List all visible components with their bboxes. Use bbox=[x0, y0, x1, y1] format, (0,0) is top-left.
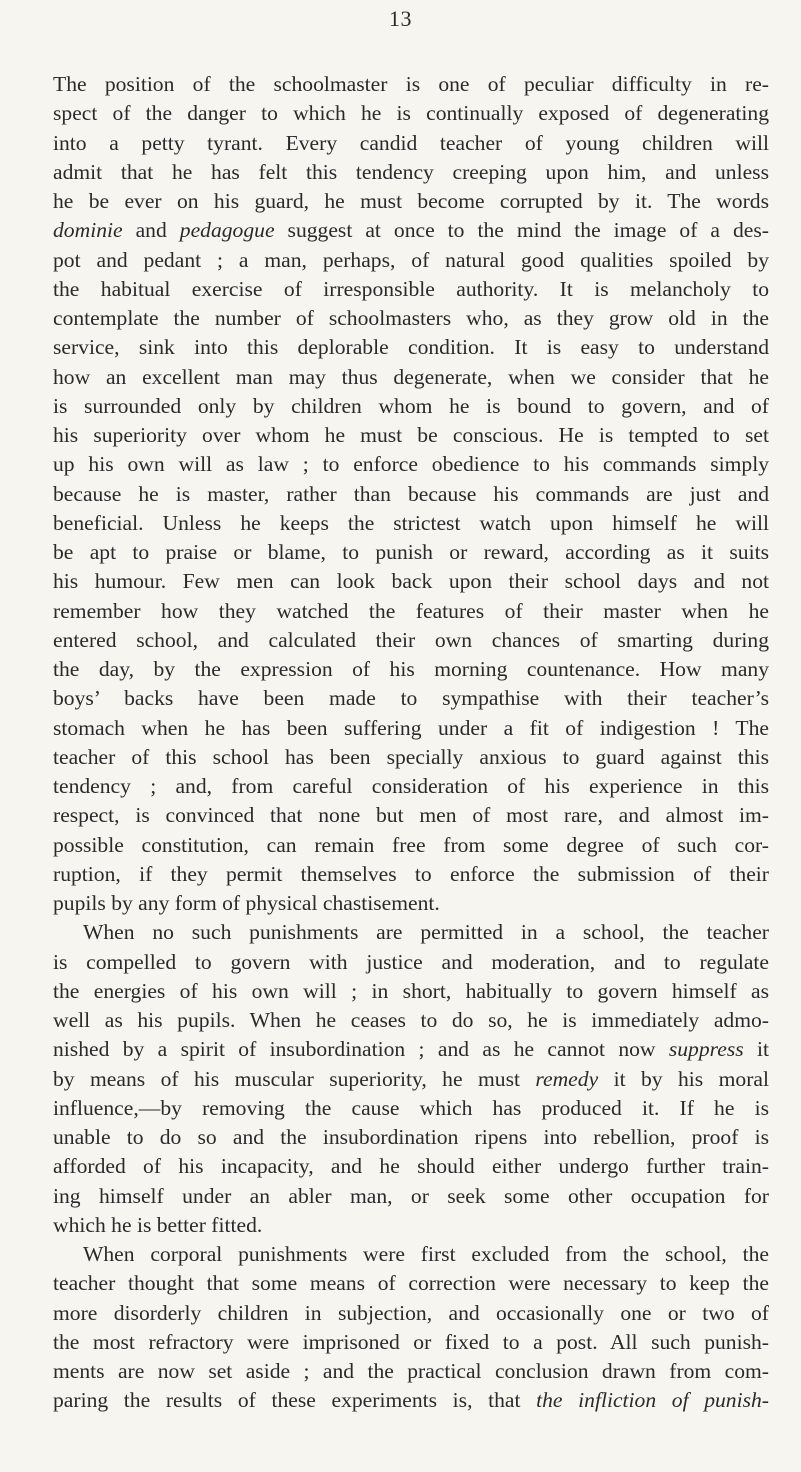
text-line: teacher of this school has been specially anxious to guard against this bbox=[53, 744, 769, 769]
italic-term: dominie bbox=[53, 218, 123, 243]
italic-term: pedagogue bbox=[179, 218, 275, 243]
text-line: afforded of his incapacity, and he should either undergo further train- bbox=[53, 1154, 769, 1179]
page-number: 13 bbox=[389, 6, 412, 31]
text-line: contemplate the number of schoolmasters who, as they grow old in the bbox=[53, 306, 769, 330]
italic-term: suppress bbox=[668, 1037, 744, 1062]
text-line: be apt to praise or blame, to punish or reward, according as it suits bbox=[53, 540, 769, 564]
text-line: well as his pupils. When he ceases to do so, he is immediately admo- bbox=[53, 1008, 769, 1032]
text-line: how an excellent man may thus degenerate, when we consider that he bbox=[53, 364, 769, 389]
text-line: ing himself under an abler man, or seek some other occupation for bbox=[53, 1183, 769, 1208]
text-line: pupils by any form of physical chastisement. bbox=[53, 891, 440, 915]
text-line: the habitual exercise of irresponsible authority. It is melancholy to bbox=[53, 276, 769, 301]
text-line: is surrounded only by children whom he is bound to govern, and of bbox=[53, 393, 769, 418]
body-text bbox=[53, 70, 769, 1416]
text-line: he be ever on his guard, he must become corrupted by it. The words bbox=[53, 189, 769, 213]
text-line: spect of the danger to which he is continually exposed of degenerating bbox=[53, 101, 769, 126]
text-line: pot and pedant ; a man, perhaps, of natural good qualities spoiled by bbox=[53, 247, 769, 272]
text-line: teacher thought that some means of correction were necessary to keep the bbox=[53, 1271, 769, 1296]
text-line: nished by a spirit of insubordination ; and as he cannot now suppress it bbox=[53, 1037, 769, 1062]
text-line: tendency ; and, from careful consideration of his experience in this bbox=[53, 774, 769, 798]
text-line: ruption, if they permit themselves to enforce the submission of their bbox=[53, 861, 769, 886]
text-line: the most refractory were imprisoned or fixed to a post. All such punish- bbox=[53, 1329, 769, 1354]
text-line: paring the results of these experiments is, that the infliction of punish- bbox=[53, 1388, 769, 1413]
text-line: beneficial. Unless he keeps the strictest watch upon himself he will bbox=[53, 510, 769, 535]
text-line: which he is better fitted. bbox=[53, 1212, 263, 1237]
text-line: the energies of his own will ; in short, habitually to govern himself as bbox=[53, 978, 769, 1003]
text-line: influence,—by removing the cause which has produced it. If he is bbox=[53, 1095, 769, 1120]
text-line: by means of his muscular superiority, he must remedy it by his moral bbox=[53, 1066, 769, 1091]
text-line: entered school, and calculated their own chances of smarting during bbox=[53, 627, 769, 652]
text-line: up his own will as law ; to enforce obedience to his commands simply bbox=[53, 452, 769, 477]
text-line: boys’ backs have been made to sympathise with their teacher’s bbox=[53, 686, 769, 711]
text-line: unable to do so and the insubordination ripens into rebellion, proof is bbox=[53, 1125, 769, 1149]
italic-term: the infliction of punish- bbox=[536, 1388, 769, 1413]
text-line: admit that he has felt this tendency creeping upon him, and unless bbox=[53, 159, 769, 184]
text-line: more disorderly children in subjection, and occasionally one or two of bbox=[53, 1300, 769, 1325]
text-line: is compelled to govern with justice and moderation, and to regulate bbox=[53, 949, 769, 974]
text-line: When corporal punishments were first excluded from the school, the bbox=[83, 1242, 769, 1266]
text-line: service, sink into this deplorable condition. It is easy to understand bbox=[53, 335, 769, 360]
text-line: ments are now set aside ; and the practical conclusion drawn from com- bbox=[53, 1359, 769, 1383]
text-line: respect, is convinced that none but men of most rare, and almost im- bbox=[53, 803, 769, 828]
text-line: When no such punishments are permitted in a school, the teacher bbox=[83, 920, 769, 945]
text-line: because he is master, rather than because his commands are just and bbox=[53, 481, 769, 506]
text-line: possible constitution, can remain free from some degree of such cor- bbox=[53, 832, 769, 857]
text-line: his humour. Few men can look back upon their school days and not bbox=[53, 569, 769, 594]
text-line: remember how they watched the features of their master when he bbox=[53, 598, 769, 623]
text-line: into a petty tyrant. Every candid teacher of young children will bbox=[53, 130, 769, 155]
text-line: The position of the schoolmaster is one of peculiar difficulty in re- bbox=[53, 72, 769, 96]
text-line: the day, by the expression of his morning countenance. How many bbox=[53, 657, 769, 681]
text-line: his superiority over whom he must be conscious. He is tempted to set bbox=[53, 423, 769, 447]
italic-term: remedy bbox=[535, 1066, 599, 1091]
text-line: stomach when he has been suffering under a fit of indigestion ! The bbox=[53, 715, 769, 740]
text-line: dominie and pedagogue suggest at once to the mind the image of a des- bbox=[53, 218, 769, 243]
